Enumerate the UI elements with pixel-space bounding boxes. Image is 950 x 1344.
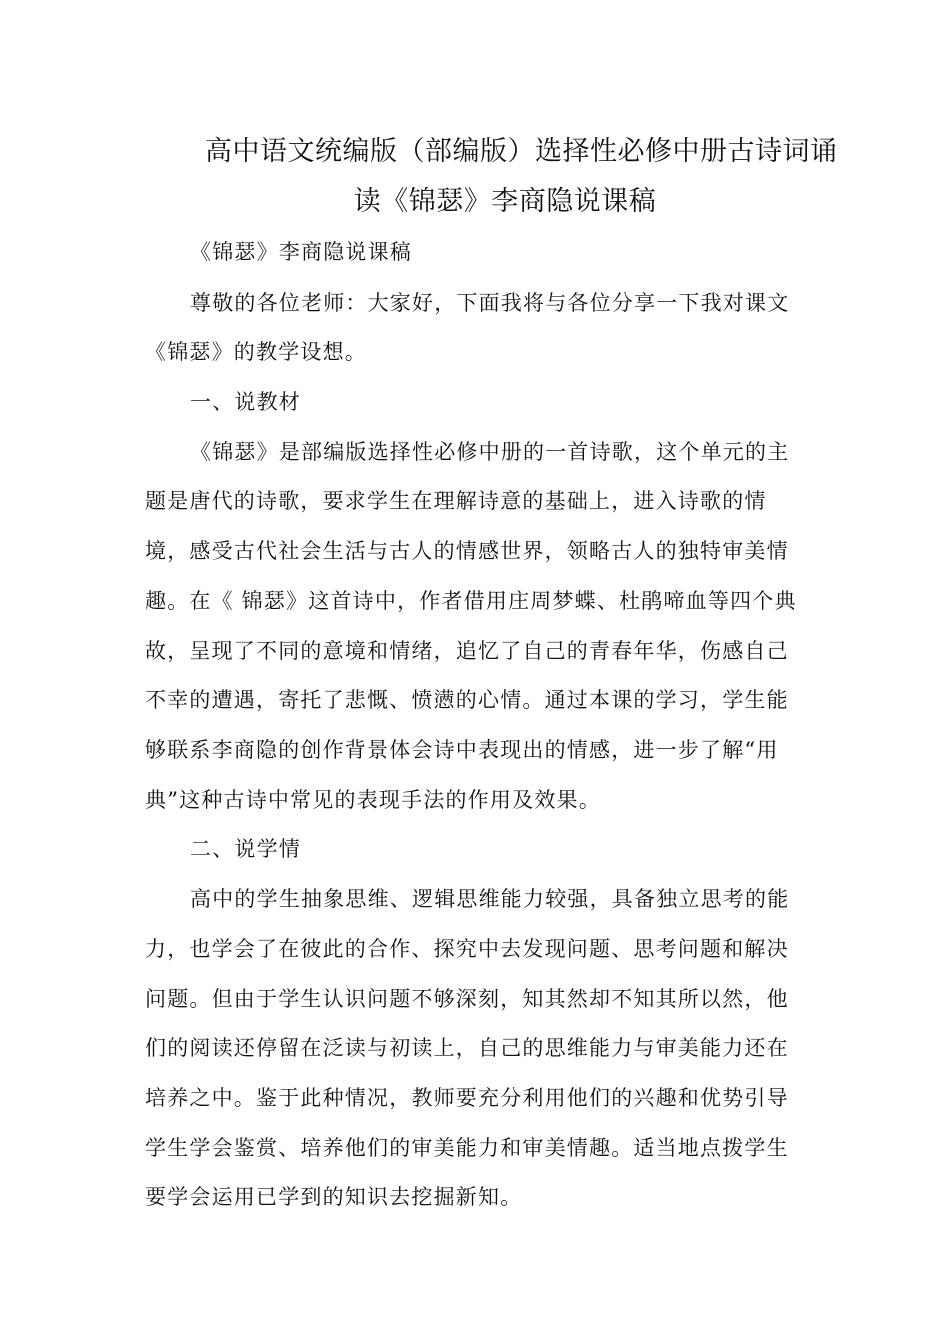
text-line: 境，感受古代社会生活与古人的情感世界，领略古人的独特审美情 [145,539,789,563]
text-line: 够联系李商隐的创作背景体会诗中表现出的情感，进一步了解“用 [145,738,779,762]
text-line: 尊敬的各位老师：大家好，下面我将与各位分享一下我对课文 [190,291,790,315]
section-heading: 一、说教材 [190,390,301,414]
text-line: 《锦瑟》的教学设想。 [145,340,367,364]
text-line: 故，呈现了不同的意境和情绪，追忆了自己的青春年华，伤感自己 [145,639,789,663]
section-heading: 二、说学情 [190,837,301,861]
text-line: 题是唐代的诗歌，要求学生在理解诗意的基础上，进入诗歌的情 [145,489,767,513]
text-line: 高中的学生抽象思维、逻辑思维能力较强，具备独立思考的能 [190,887,790,911]
text-line: 典”这种古诗中常见的表现手法的作用及效果。 [145,788,601,812]
text-line: 不幸的遭遇，寄托了悲慨、愤懑的心情。通过本课的学习，学生能 [145,688,789,712]
text-line: 们的阅读还停留在泛读与初读上，自己的思维能力与审美能力还在 [145,1036,789,1060]
text-line: 学生学会鉴赏、培养他们的审美能力和审美情趣。适当地点拨学生 [145,1136,789,1160]
text-line: 要学会运用已学到的知识去挖掘新知。 [145,1185,523,1209]
text-line: 问题。但由于学生认识问题不够深刻，知其然却不知其所以然，他 [145,987,789,1011]
text-line: 《锦瑟》是部编版选择性必修中册的一首诗歌，这个单元的主 [190,440,790,464]
subtitle: 《锦瑟》李商隐说课稿 [190,240,412,264]
text-line: 趣。在《 锦瑟》这首诗中，作者借用庄周梦蝶、杜鹃啼血等四个典 [145,589,797,613]
document-title-line-2: 读《锦瑟》李商隐说课稿 [353,186,657,217]
text-line: 培养之中。鉴于此种情况，教师要充分利用他们的兴趣和优势引导 [145,1086,789,1110]
document-title-line-1: 高中语文统编版（部编版）选择性必修中册古诗词诵 [205,136,838,167]
text-line: 力，也学会了在彼此的合作、探究中去发现问题、思考问题和解决 [145,937,789,961]
